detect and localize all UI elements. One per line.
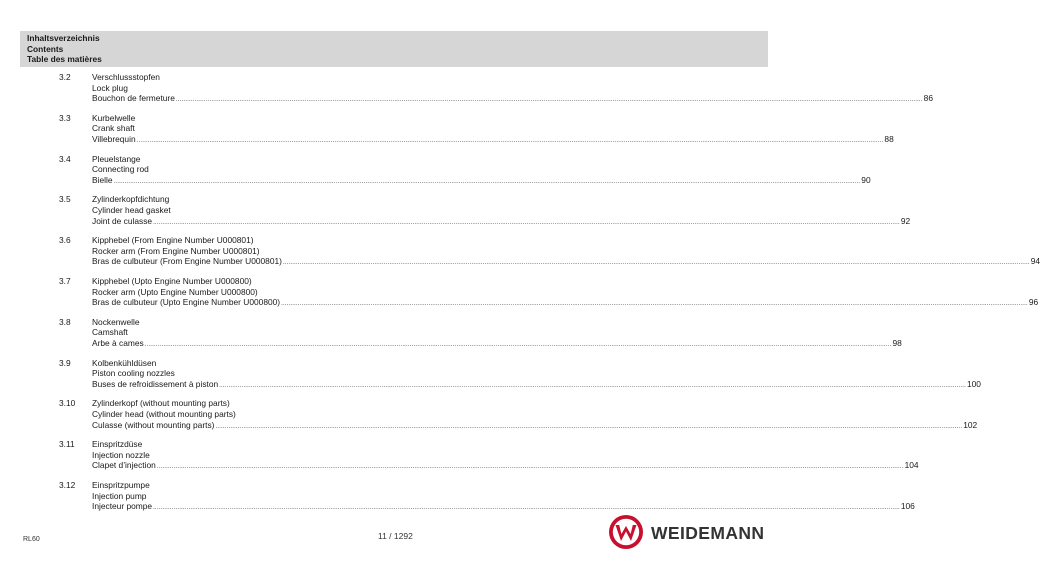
toc-entry-title-fr: Clapet d’injection [92, 460, 156, 471]
toc-entry-title-en: Connecting rod [92, 164, 149, 175]
toc-entry-title-de: Kipphebel (From Engine Number U000801) [92, 235, 254, 246]
toc-entry-title-de: Einspritzpumpe [92, 479, 150, 490]
toc-entry-title-fr: Bouchon de fermeture [92, 93, 175, 104]
toc-entry-3-10[interactable] [0, 398, 978, 439]
toc-entry-title-en: Injection nozzle [92, 449, 150, 460]
dot-leader: ................................................................................................................................................................................................................................................................................................................................................................................................................ [175, 97, 923, 104]
toc-entry-title-en: Injection pump [92, 490, 147, 501]
toc-entry-page: 94 [1030, 256, 1040, 267]
dot-leader: ................................................................................................................................................................................................................................................................................................................................................................................................................ [153, 505, 900, 512]
toc-entry-3-5[interactable] [0, 194, 911, 235]
toc-entry-page: 90 [861, 174, 871, 185]
toc-entry-3-9[interactable] [0, 357, 981, 399]
toc-entry-title-de: Kolbenkühldüsen [92, 357, 157, 368]
weidemann-w-logo-icon [608, 514, 644, 555]
toc-entry-number: 3.4 [59, 153, 71, 164]
document-code: RL60 [23, 536, 40, 543]
dot-leader: ................................................................................................................................................................................................................................................................................................................................................................................................................ [144, 341, 892, 348]
toc-entry-page: 100 [966, 378, 981, 389]
header-title-en: Contents [27, 43, 64, 54]
header-title-de: Inhaltsverzeichnis [27, 33, 100, 43]
toc-entry-title-fr: Culasse (without mounting parts) [92, 419, 215, 430]
toc-entry-3-6[interactable] [0, 235, 1040, 276]
toc-entry-page: 102 [963, 419, 978, 430]
toc-entry-number: 3.11 [59, 439, 75, 450]
toc-entry-title-fr: Villebrequin [92, 133, 136, 144]
toc-entry-number: 3.8 [59, 316, 71, 327]
toc-header [20, 31, 768, 67]
toc-entry-title-en: Camshaft [92, 327, 128, 338]
toc-entry-title-fr: Injecteur pompe [92, 501, 153, 512]
toc-entry-title-en: Cylinder head gasket [92, 204, 171, 215]
toc-entry-page: 98 [892, 337, 902, 348]
toc-entry-3-8[interactable] [0, 316, 902, 358]
toc-entry-title-de: Zylinderkopf (without mounting parts) [92, 398, 230, 409]
toc-entry-page: 106 [900, 501, 915, 512]
dot-leader: ................................................................................................................................................................................................................................................................................................................................................................................................................ [281, 301, 1028, 308]
toc-entry-title-de: Pleuelstange [92, 153, 141, 164]
toc-entry-number: 3.2 [59, 72, 71, 82]
toc-entry-number: 3.9 [59, 357, 71, 368]
toc-entry-title-de: Kurbelwelle [92, 112, 136, 123]
toc-entry-title-fr: Bras de culbuteur (From Engine Number U000801) [92, 256, 282, 267]
toc-entry-page: 104 [904, 460, 919, 471]
toc-entry-title-en: Crank shaft [92, 123, 135, 134]
toc-entry-title-en: Lock plug [92, 82, 128, 93]
dot-leader: ................................................................................................................................................................................................................................................................................................................................................................................................................ [219, 382, 966, 389]
toc-entry-page: 92 [900, 215, 911, 226]
page-indicator: 11 / 1292 [378, 531, 413, 541]
toc-entry-title-en: Rocker arm (Upto Engine Number U000800) [92, 286, 258, 297]
toc-entry-page: 88 [884, 133, 894, 144]
toc-entry-title-en: Rocker arm (From Engine Number U000801) [92, 245, 260, 256]
toc-entry-title-de: Kipphebel (Upto Engine Number U000800) [92, 275, 252, 286]
toc-entry-number: 3.12 [59, 479, 76, 490]
toc-entry-title-fr: Bras de culbuteur (Upto Engine Number U000800) [92, 297, 281, 308]
dot-leader: ................................................................................................................................................................................................................................................................................................................................................................................................................ [153, 219, 900, 226]
toc-entry-number: 3.3 [59, 112, 71, 123]
toc-entry-title-fr: Arbe à cames [92, 337, 144, 348]
toc-entry-title-en: Piston cooling nozzles [92, 368, 175, 379]
toc-entry-page: 96 [1028, 297, 1039, 308]
toc-entry-title-fr: Buses de refroidissement à piston [92, 378, 219, 389]
toc-entry-title-de: Zylinderkopfdichtung [92, 194, 170, 205]
dot-leader: ................................................................................................................................................................................................................................................................................................................................................................................................................ [282, 260, 1030, 267]
dot-leader: ................................................................................................................................................................................................................................................................................................................................................................................................................ [113, 178, 861, 185]
toc-entry-title-de: Nockenwelle [92, 316, 140, 327]
toc-entry-number: 3.10 [59, 398, 76, 409]
toc-entry-number: 3.7 [59, 275, 71, 286]
dot-leader: ................................................................................................................................................................................................................................................................................................................................................................................................................ [136, 137, 884, 144]
toc-entry-title-fr: Joint de culasse [92, 215, 153, 226]
toc-entry-title-de: Einspritzdüse [92, 439, 143, 450]
header-title-fr: Table des matières [27, 54, 102, 64]
brand-name: WEIDEMANN [651, 523, 765, 543]
toc-entry-title-en: Cylinder head (without mounting parts) [92, 408, 236, 419]
toc-entry-3-12[interactable] [0, 479, 915, 521]
toc-entry-3-4[interactable] [0, 153, 871, 195]
toc-entry-3-7[interactable] [0, 275, 1039, 317]
toc-entry-page: 86 [923, 93, 933, 104]
dot-leader: ................................................................................................................................................................................................................................................................................................................................................................................................................ [215, 423, 963, 430]
toc-entry-3-3[interactable] [0, 112, 894, 154]
toc-entry-number: 3.5 [59, 194, 71, 205]
toc-list [0, 72, 1040, 521]
toc-entry-number: 3.6 [59, 235, 71, 246]
toc-entry-3-11[interactable] [0, 439, 919, 480]
toc-entry-title-fr: Bielle [92, 174, 113, 185]
toc-entry-title-de: Verschlussstopfen [92, 72, 160, 82]
toc-entry-3-2[interactable] [0, 72, 933, 113]
dot-leader: ................................................................................................................................................................................................................................................................................................................................................................................................................ [156, 464, 904, 471]
